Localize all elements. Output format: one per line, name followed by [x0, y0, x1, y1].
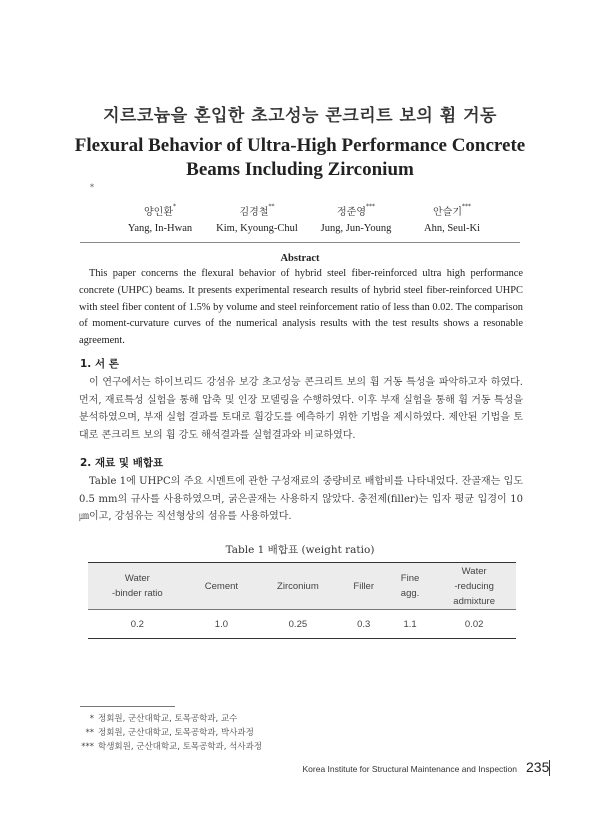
- footnote-rule: [80, 706, 175, 707]
- author-affiliation-mark: *: [172, 203, 176, 210]
- footnote: [80, 726, 262, 740]
- page-number-bar: [549, 760, 550, 776]
- section-body-materials: Table 1에 UHPC의 주요 시멘트에 관한 구성재료의 중량비로 배합비를 나타내었다. 잔골재는 입도 0.5 mm의 규사를 사용하였으며, 굵은골재는 사용하지 않았다. 충전제(filler)는 입자 평균 입경이 10 ㎛이고, 강섬유는 직선형상의 섬유를 사용하였다.: [79, 476, 523, 523]
- table-header-cell: Filler: [340, 563, 388, 610]
- title-english-line: Flexural Behavior of Ultra-High Performance Concrete: [74, 135, 526, 156]
- footnote-mark: **: [85, 728, 94, 738]
- author: [207, 203, 307, 234]
- table-cell: 1.0: [187, 610, 256, 639]
- journal-name: Korea Institute for Structural Maintenance and Inspection: [302, 764, 517, 774]
- divider: [80, 242, 520, 243]
- page-number: 235: [526, 759, 550, 775]
- footnote: [80, 740, 262, 754]
- mix-proportion-table: [88, 562, 516, 639]
- author-name-en: Yang, In-Hwan: [127, 223, 193, 234]
- table-cell: 0.2: [88, 610, 187, 639]
- section-heading-materials: 2. 재료 및 배합표: [80, 457, 164, 469]
- table-header-cell: Water -binder ratio: [88, 563, 187, 610]
- footnotes: [80, 712, 262, 754]
- footnote-mark: *: [89, 714, 94, 724]
- author: [402, 203, 502, 234]
- author-affiliation-mark: ***: [365, 203, 375, 210]
- table-header-cell: Fine agg.: [388, 563, 433, 610]
- author-name-en: Kim, Kyoung-Chul: [216, 223, 298, 234]
- table-cell: 0.02: [432, 610, 516, 639]
- footnote-text: 정회원, 군산대학교, 토목공학과, 교수: [98, 714, 238, 724]
- table-header-cell: Zirconium: [256, 563, 340, 610]
- footnote-star-mark: *: [90, 183, 94, 192]
- author-name-ko: 정준영: [337, 207, 366, 218]
- table-cell: 0.3: [340, 610, 388, 639]
- author: [110, 203, 210, 234]
- author-name-en: Ahn, Seul-Ki: [424, 223, 480, 234]
- author-affiliation-mark: **: [268, 203, 275, 210]
- footnote: [80, 712, 262, 726]
- author-affiliation-mark: ***: [461, 203, 471, 210]
- author: [306, 203, 406, 234]
- author-name-en: Jung, Jun-Young: [320, 223, 392, 234]
- title-english: [0, 134, 600, 182]
- footnote-text: 학생회원, 군산대학교, 토목공학과, 석사과정: [98, 742, 263, 752]
- author-name-ko: 김경철: [239, 207, 269, 218]
- table-header-cell: Cement: [187, 563, 256, 610]
- section-body-introduction: 이 연구에서는 하이브리드 강섬유 보강 초고성능 콘크리트 보의 휨 거동 특성을 파악하고자 하였다. 먼저, 재료특성 실험을 통해 압축 및 인장 모델링을 수행하였다. 이후 부재 실험을 통해 휨 거동 특성을 분석하였으며, 부재 실험 결과를 토대로 휨강도를 예측하기 위한 기법을 제시하였다. 제안된 기법을 토대로 콘크리트 보의 휨 강도 해석결과를 실험결과와 비교하였다.: [79, 377, 523, 441]
- table-cell: 1.1: [388, 610, 433, 639]
- table-row: [88, 610, 516, 639]
- title-english-line: Beams Including Zirconium: [186, 159, 414, 180]
- table-caption: Table 1 배합표 (weight ratio): [225, 544, 375, 556]
- footnote-text: 정회원, 군산대학교, 토목공학과, 박사과정: [98, 728, 254, 738]
- table-header-cell: Water -reducing admixture: [432, 563, 516, 610]
- author-name-ko: 양인환: [144, 207, 173, 218]
- abstract-heading: Abstract: [280, 253, 320, 264]
- title-korean: 지르코늄을 혼입한 초고성능 콘크리트 보의 휨 거동: [103, 106, 497, 126]
- section-heading-introduction: 1. 서 론: [80, 358, 119, 370]
- abstract-text: This paper concerns the flexural behavior of hybrid steel fiber-reinforced ultra high performance concrete (UHPC) beams. It presents experimental research results of hybrid steel fiber-reinforced UHPC with steel fiber content of 1.5% by volume and steel reinforcement ratio of less than 0.02. The comparison of moment-curvature curves of the numerical analysis results with the test results shows a resonable agreement.: [79, 268, 523, 347]
- table-body: [88, 610, 516, 639]
- author-list: [127, 203, 490, 235]
- footnote-mark: ***: [81, 742, 94, 752]
- table-cell: 0.25: [256, 610, 340, 639]
- author-name-ko: 안슬기: [433, 207, 462, 218]
- table-header-row: [88, 563, 516, 610]
